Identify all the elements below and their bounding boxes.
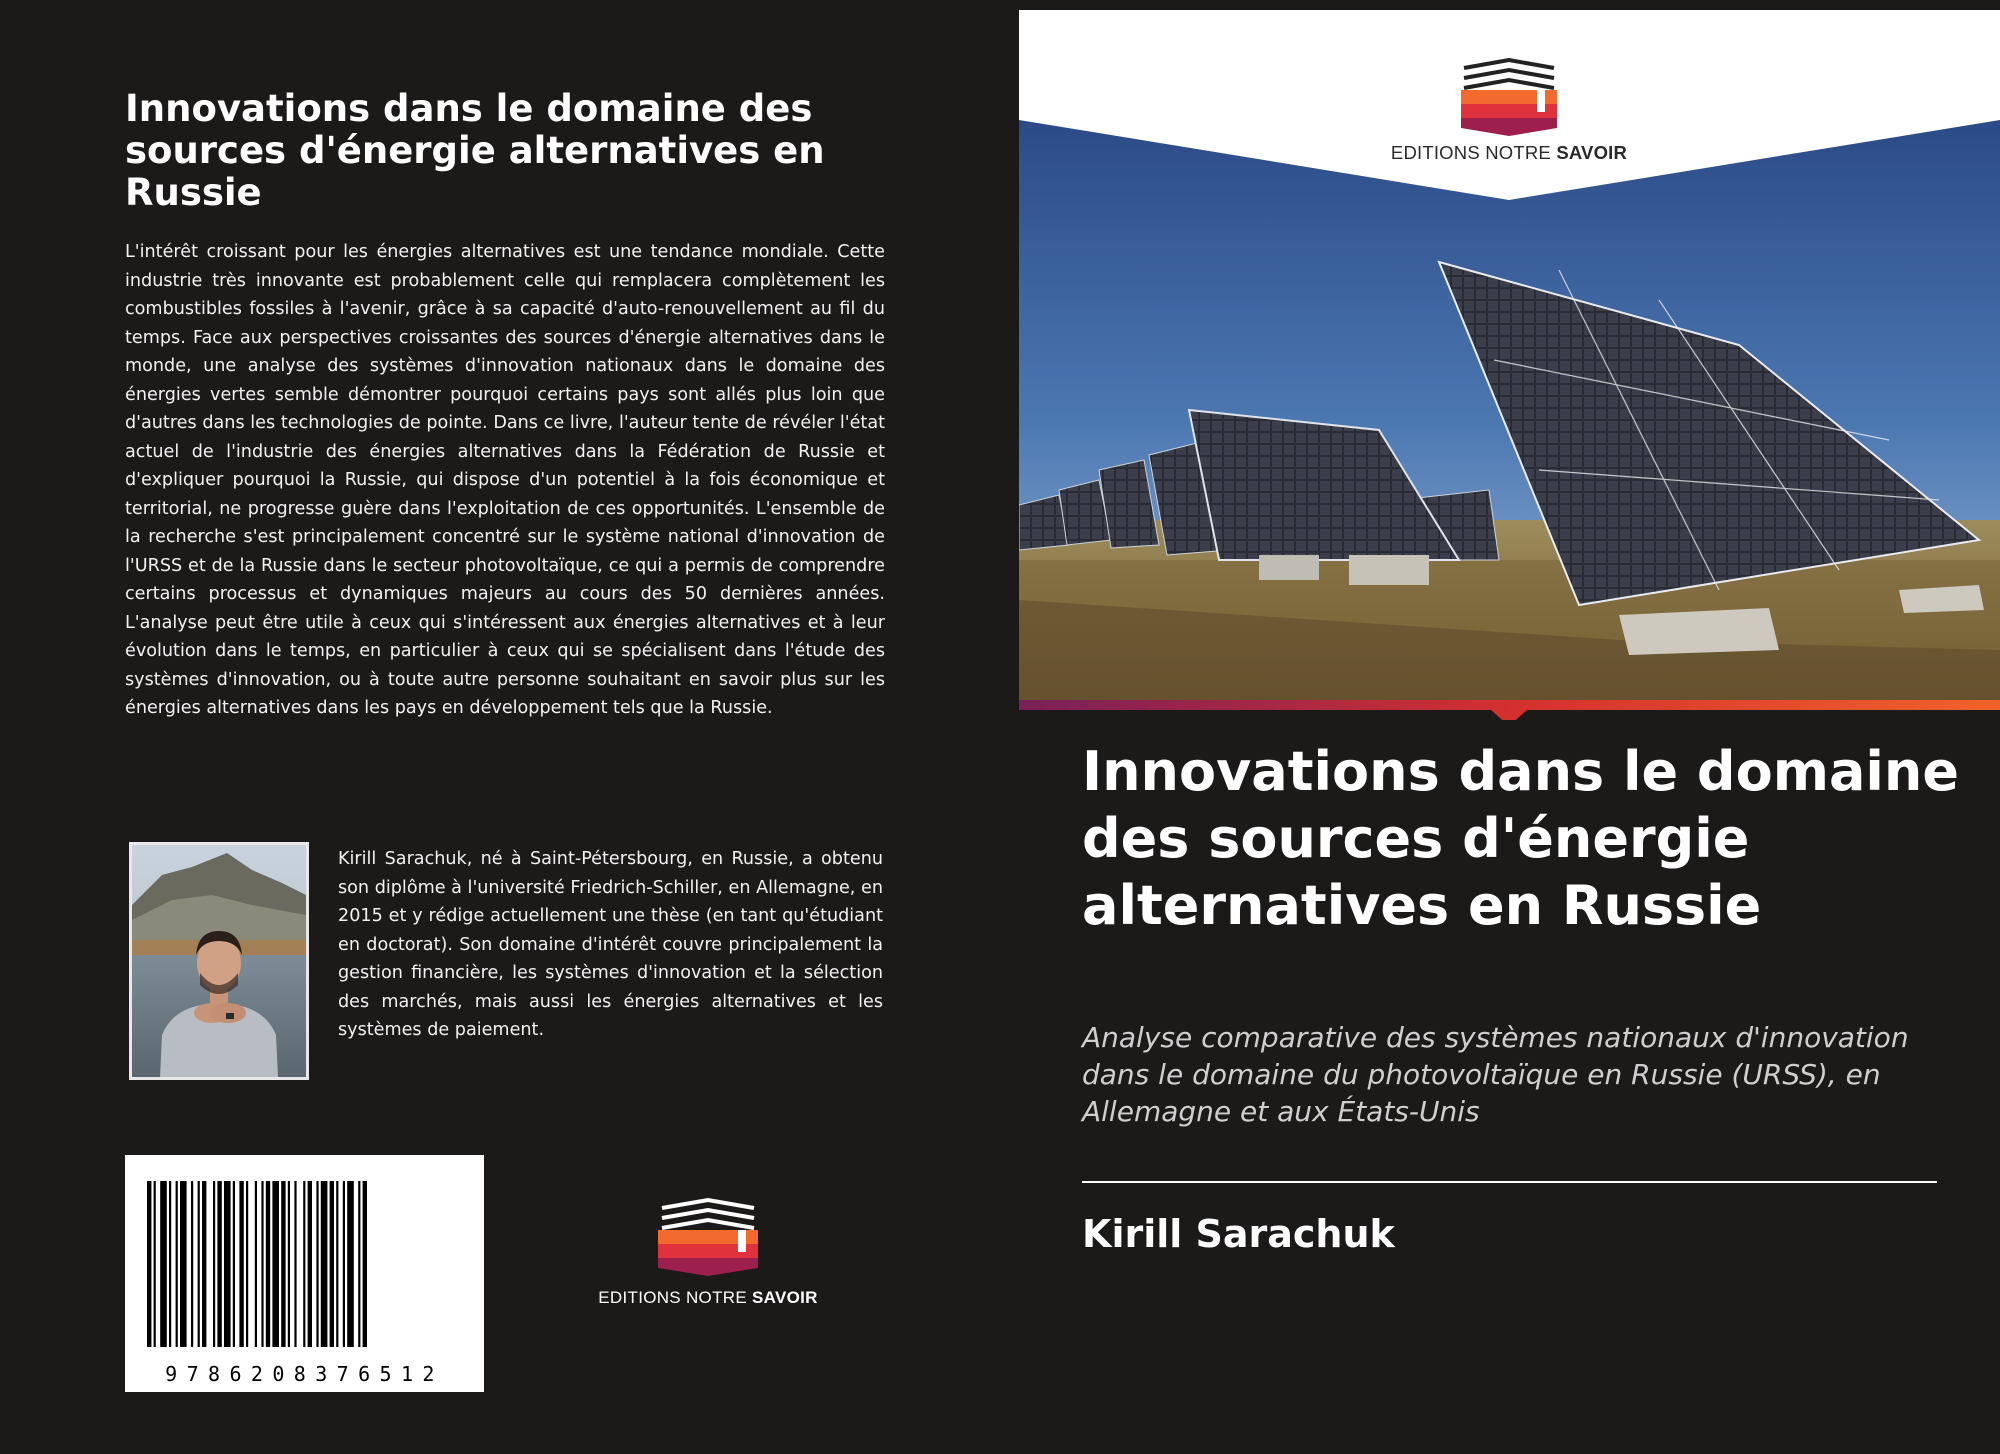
isbn-number: 9786208376512 xyxy=(165,1362,444,1386)
barcode-bar xyxy=(261,1181,263,1347)
barcode-bar xyxy=(202,1181,206,1347)
isbn-barcode xyxy=(125,1155,484,1392)
barcode-bar xyxy=(213,1181,215,1347)
publisher-logo-back xyxy=(592,1196,824,1316)
barcode-bar xyxy=(281,1181,285,1347)
front-cover-subtitle: Analyse comparative des systèmes nationaux d'innovation dans le domaine du photovoltaïque en Russie (URSS), en Allemagne et aux États-Unis xyxy=(1082,1021,1909,1128)
author-portrait-image xyxy=(132,845,306,1077)
barcode-bar xyxy=(358,1181,360,1347)
back-cover-blurb: L'intérêt croissant pour les énergies alternatives est une tendance mondiale. Cette industrie très innovante est probablement celle qui remplacera complètement les combustibles fossiles à l'avenir, grâce à sa capacité d'auto-renouvellement au fil du temps. Face aux perspectives croissantes des sources d'énergie alternatives dans le monde, une analyse des systèmes d'innovation nationaux dans le domaine des énergies vertes semble démontrer pourquoi certains pays sont allés plus loin que d'autres dans les technologies de pointe. Dans ce livre, l'auteur tente de révéler l'état actuel de l'industrie des énergies alternatives dans la Fédération de Russie et d'expliquer pourquoi la Russie, qui dispose d'un potentiel à la fois économique et territorial, ne progresse guère dans l'exploitation de ces opportunités. L'ensemble de la recherche s'est principalement concentré sur le système national d'innovation de l'URSS et de la Russie dans le secteur photovoltaïque, ce qui a permis de comprendre certains processus et dynamiques majeurs au cours des 50 dernières années. L'analyse peut être utile à ceux qui s'intéressent aux énergies alternatives et à leur évolution dans le temps, en particulier à ceux qui se spécialisent dans l'étude des systèmes d'innovation, ou à toute autre personne souhaitant en savoir plus sur les énergies alternatives dans les pays en développement tels que la Russie. xyxy=(125,242,885,718)
barcode-bar xyxy=(303,1181,305,1347)
barcode-bar xyxy=(288,1181,290,1347)
barcode-bar xyxy=(176,1181,178,1347)
barcode-bar xyxy=(330,1181,334,1347)
book-stack-logo-icon xyxy=(592,1196,824,1286)
barcode-bar xyxy=(363,1181,367,1347)
barcode-bar xyxy=(255,1181,257,1347)
barcode-bar xyxy=(198,1181,200,1347)
title-divider xyxy=(1082,1181,1937,1183)
barcode-bar xyxy=(233,1181,235,1347)
front-cover-author: Kirill Sarachuk xyxy=(1082,1212,1395,1256)
barcode-bar xyxy=(154,1181,156,1347)
barcode-bar xyxy=(246,1181,248,1347)
barcode-bar xyxy=(224,1181,231,1347)
barcode-bar xyxy=(347,1181,354,1347)
author-photo xyxy=(129,842,309,1080)
barcode-bar xyxy=(321,1181,328,1347)
barcode-bar xyxy=(272,1181,279,1347)
barcode-bar xyxy=(239,1181,243,1347)
front-cover xyxy=(1019,0,2000,1454)
barcode-bar xyxy=(217,1181,221,1347)
back-cover-title: Innovations dans le domaine des sources d'énergie alternatives en Russie xyxy=(125,87,825,214)
barcode-bar xyxy=(160,1181,167,1347)
barcode-bar xyxy=(191,1181,193,1347)
barcode-bar xyxy=(180,1181,187,1347)
barcode-bar xyxy=(343,1181,345,1347)
publisher-name-back: EDITIONS NOTRE SAVOIR xyxy=(598,1288,818,1307)
publisher-name-front: EDITIONS NOTRE SAVOIR xyxy=(1390,142,1628,163)
front-cover-title: Innovations dans le domaine des sources d'énergie alternatives en Russie xyxy=(1082,740,1959,937)
barcode-bars xyxy=(125,1155,484,1392)
barcode-bar xyxy=(336,1181,338,1347)
publisher-logo-front xyxy=(1349,58,1669,168)
barcode-bar xyxy=(266,1181,270,1347)
book-stack-logo-icon xyxy=(1349,58,1669,142)
barcode-bar xyxy=(294,1181,296,1347)
barcode-bar xyxy=(147,1181,151,1347)
barcode-bar xyxy=(169,1181,171,1347)
author-bio: Kirill Sarachuk, né à Saint-Pétersbourg, en Russie, a obtenu son diplôme à l'université Friedrich-Schiller, en Allemagne, en 2015 et y rédige actuellement une thèse (en tant qu'étudiant en doctorat). Son domaine d'intérêt couvre principalement la gestion financière, les systèmes d'innovation et la sélection des marchés, mais aussi les énergies alternatives et les systèmes de paiement. xyxy=(338,849,883,1040)
barcode-bar xyxy=(308,1181,312,1347)
barcode-bar xyxy=(316,1181,318,1347)
